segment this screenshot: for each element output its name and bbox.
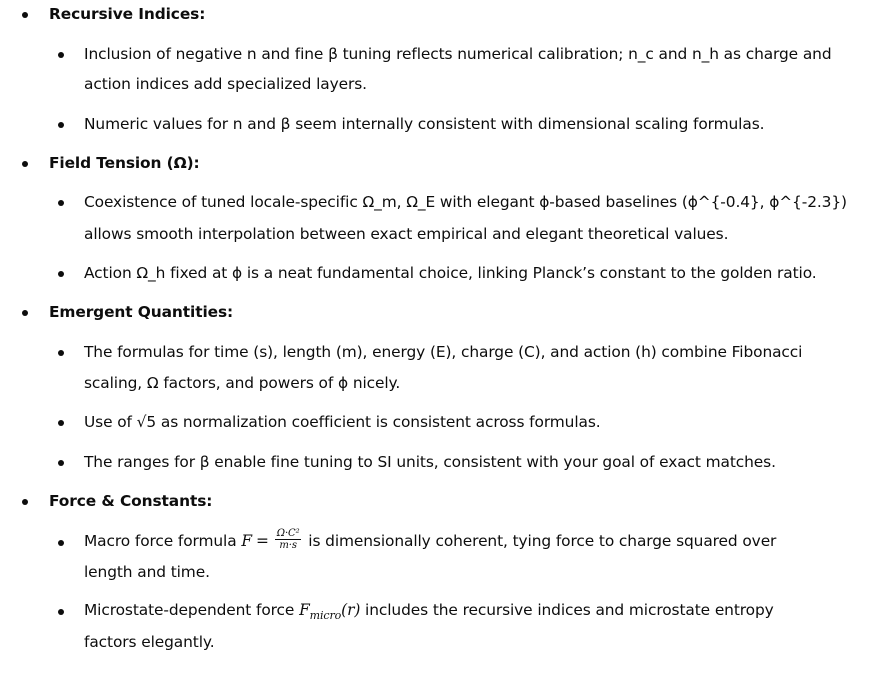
bullet (22, 12, 28, 18)
bullet (58, 350, 64, 356)
list-item-text: Action Ω_h fixed at ϕ is a neat fundamental choice, linking Planck’s constant to the golden ratio. (84, 264, 817, 282)
list-item-text: action indices add specialized layers. (84, 75, 367, 93)
bullet (22, 499, 28, 505)
list-item-text: Inclusion of negative n and fine β tuning reflects numerical calibration; n_c and n_h as charge and (84, 45, 832, 63)
section-heading: Emergent Quantities: (49, 303, 234, 321)
list-item-text: Numeric values for n and β seem internally consistent with dimensional scaling formulas. (84, 115, 765, 133)
text-segment: Macro force formula (84, 532, 237, 550)
formula-main: F (299, 601, 310, 619)
fraction-numerator: Ω·C² (276, 528, 300, 539)
bullet (58, 200, 64, 206)
bullet (58, 460, 64, 466)
text-segment: includes the recursive indices and microstate entropy (365, 601, 774, 619)
list-item-text: The ranges for β enable fine tuning to SI units, consistent with your goal of exact matches. (84, 453, 776, 471)
formula-argument: (r) (341, 601, 361, 619)
fraction-denominator: m·s (279, 540, 297, 551)
text-segment: Microstate-dependent force (84, 601, 295, 619)
list-item-text (84, 601, 774, 622)
bullet (58, 540, 64, 546)
bullet (22, 310, 28, 316)
bullet (58, 122, 64, 128)
list-item-text (84, 530, 776, 553)
list-item-text: length and time. (84, 563, 210, 581)
bullet (58, 420, 64, 426)
formula-subscript: micro (309, 609, 342, 623)
section-heading: Field Tension (Ω): (49, 154, 200, 172)
bullet (58, 271, 64, 277)
bullet (58, 609, 64, 615)
list-item-text: factors elegantly. (84, 633, 215, 651)
list-item-text: Use of √5 as normalization coefficient is consistent across formulas. (84, 413, 601, 431)
formula-fraction (275, 528, 302, 551)
formula-equals: = (255, 532, 269, 550)
list-item-text: scaling, Ω factors, and powers of ϕ nicely. (84, 374, 401, 392)
list-item-text: The formulas for time (s), length (m), energy (E), charge (C), and action (h) combine Fibonacci (84, 343, 803, 361)
bullet (58, 52, 64, 58)
list-item-text: allows smooth interpolation between exact empirical and elegant theoretical values. (84, 225, 729, 243)
formula-lhs: F (241, 532, 252, 550)
text-segment: is dimensionally coherent, tying force to charge squared over (308, 532, 777, 550)
section-heading: Force & Constants: (49, 492, 213, 510)
bullet (22, 161, 28, 167)
list-item-text: Coexistence of tuned locale-specific Ω_m, Ω_E with elegant ϕ-based baselines (ϕ^{-0.4}, ϕ^{-2.3}) (84, 193, 847, 211)
section-heading: Recursive Indices: (49, 5, 206, 23)
